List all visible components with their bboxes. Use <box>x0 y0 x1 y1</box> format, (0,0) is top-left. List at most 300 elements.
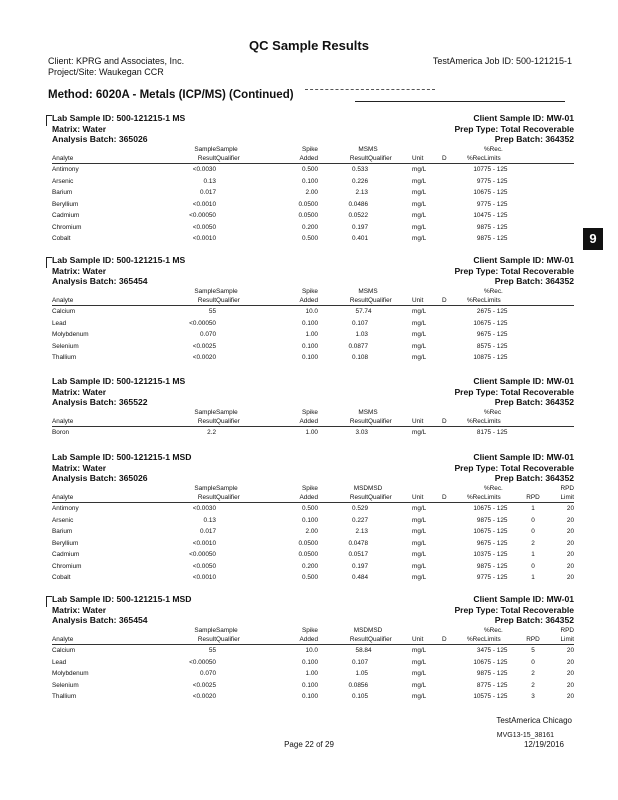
table-cell <box>442 549 462 561</box>
header-divider <box>305 89 435 90</box>
header-cell: Qualifier <box>368 155 392 162</box>
table-cell: Antimony <box>52 166 79 174</box>
header-cell: Sample <box>216 485 238 492</box>
table-cell: 103 <box>473 551 484 559</box>
section-tab[interactable]: 9 <box>583 228 603 250</box>
table-cell <box>520 341 546 353</box>
header-cell: Unit <box>412 636 424 643</box>
table-cell <box>216 503 268 515</box>
table-cell: 81 <box>476 429 484 437</box>
header-cell: Analyte <box>52 155 74 162</box>
table-cell: 75 - 125 <box>484 342 508 350</box>
table-cell <box>216 164 268 176</box>
table-cell <box>216 526 268 538</box>
header-cell: Result <box>197 636 216 643</box>
header-cell <box>520 626 546 635</box>
header-cell: Unit <box>412 297 424 304</box>
matrix: Matrix: Water <box>52 462 107 473</box>
table-cell: mg/L <box>412 670 427 678</box>
table-cell: 1 <box>531 574 535 582</box>
table-cell: 34 <box>476 647 484 655</box>
table-row <box>52 318 574 330</box>
table-cell <box>442 691 462 703</box>
header-cell: Limits <box>484 418 501 425</box>
client-sample-id: Client Sample ID: MW-01 <box>473 255 574 265</box>
client-sample-id: Client Sample ID: MW-01 <box>473 376 574 386</box>
table-cell: 2.13 <box>355 528 368 536</box>
table-cell <box>442 668 462 680</box>
table-cell: Arsenic <box>52 516 74 524</box>
table-cell: 20 <box>566 516 574 524</box>
header-cell: Result <box>197 494 216 501</box>
table-cell: 75 - 125 <box>484 319 508 327</box>
table-cell: 107 <box>473 166 484 174</box>
header-cell: MSD <box>353 485 368 492</box>
table-cell: 75 - 125 <box>484 331 508 339</box>
table-cell: 1.00 <box>305 670 318 678</box>
table-cell <box>442 210 462 222</box>
table-cell <box>546 329 574 341</box>
table-cell: 75 - 125 <box>484 562 508 570</box>
table-cell <box>368 164 412 176</box>
header-cell: RPD <box>560 485 574 492</box>
footer-date: 12/19/2016 <box>523 740 564 749</box>
header-cell: Sample <box>194 146 216 153</box>
table-cell: mg/L <box>412 647 427 655</box>
header-cell: Qualifier <box>368 494 392 501</box>
header-cell: Result <box>197 297 216 304</box>
table-cell: 87 <box>476 681 484 689</box>
project-site: Project/Site: Waukegan CCR <box>48 67 164 77</box>
header-cell: Added <box>299 418 318 425</box>
table-cell: 0.401 <box>352 235 368 243</box>
table-cell <box>216 233 268 245</box>
table-cell <box>368 572 412 584</box>
header-cell: D <box>442 297 447 304</box>
table-cell: 75 - 125 <box>484 658 508 666</box>
header-cell: Sample <box>194 485 216 492</box>
header-cell: %Rec <box>466 297 484 304</box>
header-cell <box>412 408 442 417</box>
table-cell: 20 <box>566 647 574 655</box>
table-cell: <0.0050 <box>192 223 216 231</box>
table-cell: 0.108 <box>352 354 368 362</box>
header-cell: MSD <box>353 627 368 634</box>
table-cell: <0.0010 <box>192 539 216 547</box>
header-cell: %Rec. <box>484 146 503 153</box>
header-cell: MS <box>358 288 368 295</box>
prep-type: Prep Type: Total Recoverable <box>454 604 574 615</box>
table-cell: 20 <box>566 658 574 666</box>
table-cell: Cobalt <box>52 574 71 582</box>
table-cell: Beryllium <box>52 539 79 547</box>
table-cell: <0.00050 <box>189 212 216 220</box>
table-cell <box>442 680 462 692</box>
table-cell: 0.107 <box>352 319 368 327</box>
table-cell: 75 - 125 <box>484 235 508 243</box>
header-cell: Sample <box>194 627 216 634</box>
table-cell: 20 <box>566 681 574 689</box>
table-cell: Molybdenum <box>52 670 89 678</box>
table-cell: 1 <box>531 505 535 513</box>
table-row <box>52 222 574 234</box>
header-cell: Qualifier <box>368 297 392 304</box>
table-cell <box>442 657 462 669</box>
header-cell <box>520 408 546 417</box>
header-row-top <box>52 408 574 417</box>
prep-type: Prep Type: Total Recoverable <box>454 265 574 276</box>
table-cell: 0.500 <box>302 235 318 243</box>
table-cell <box>442 561 462 573</box>
table-cell <box>216 352 268 364</box>
table-cell: mg/L <box>412 551 427 559</box>
table-cell: 2.00 <box>305 189 318 197</box>
header-row-top <box>52 626 574 635</box>
table-row <box>52 549 574 561</box>
table-cell: 0 <box>531 658 535 666</box>
table-cell <box>368 329 412 341</box>
header-cell: %Rec <box>466 418 484 425</box>
table-cell: mg/L <box>412 177 427 185</box>
header-cell: D <box>442 494 447 501</box>
table-cell <box>368 176 412 188</box>
table-cell: mg/L <box>412 429 427 437</box>
table-cell: 96 <box>476 331 484 339</box>
table-cell <box>520 222 546 234</box>
table-cell <box>546 352 574 364</box>
table-cell: 1.03 <box>355 331 368 339</box>
table-cell: mg/L <box>412 505 427 513</box>
table-row <box>52 164 574 176</box>
table-cell: 75 - 125 <box>484 528 508 536</box>
table-cell: 75 - 125 <box>484 551 508 559</box>
header-cell: Limits <box>484 494 501 501</box>
table-cell: 75 - 125 <box>484 693 508 701</box>
table-cell: mg/L <box>412 319 427 327</box>
table-cell: mg/L <box>412 528 427 536</box>
table-cell <box>546 318 574 330</box>
lab-sample-id: Lab Sample ID: 500-121215-1 MSD <box>52 594 192 604</box>
table-cell <box>368 318 412 330</box>
table-cell: 75 - 125 <box>484 574 508 582</box>
method-heading: Method: 6020A - Metals (ICP/MS) (Continued) <box>48 89 294 101</box>
table-cell: 106 <box>473 528 484 536</box>
header-cell: Limit <box>560 494 574 501</box>
table-row <box>52 306 574 318</box>
header-cell: Spike <box>302 409 318 416</box>
table-cell: 97 <box>476 200 484 208</box>
header-cell: MSD <box>368 627 383 634</box>
table-cell <box>368 210 412 222</box>
table-cell: 0.533 <box>352 166 368 174</box>
analysis-batch: Analysis Batch: 365026 <box>52 473 148 483</box>
header-cell: D <box>442 418 447 425</box>
table-cell: 4 <box>368 647 372 655</box>
client-sample-id: Client Sample ID: MW-01 <box>473 452 574 462</box>
table-cell: 75 - 125 <box>484 505 508 513</box>
table-cell <box>442 515 462 527</box>
table-cell <box>216 210 268 222</box>
table-cell: <0.0030 <box>192 166 216 174</box>
header-cell: Limits <box>484 297 501 304</box>
table-cell: mg/L <box>412 308 427 316</box>
header-cell: Added <box>299 155 318 162</box>
table-cell: 0.100 <box>302 342 318 350</box>
table-cell <box>368 549 412 561</box>
table-cell: Chromium <box>52 223 82 231</box>
table-cell <box>368 341 412 353</box>
header-cell <box>520 296 546 306</box>
analysis-batch: Analysis Batch: 365026 <box>52 134 148 144</box>
header-cell <box>520 417 546 427</box>
table-cell: <0.0025 <box>192 342 216 350</box>
table-cell <box>216 572 268 584</box>
table-cell: mg/L <box>412 342 427 350</box>
header-row <box>52 417 574 427</box>
header-cell <box>52 287 130 296</box>
header-cell: %Rec. <box>484 288 503 295</box>
table-cell <box>216 222 268 234</box>
table-cell: 20 <box>566 551 574 559</box>
matrix: Matrix: Water <box>52 604 107 615</box>
table-cell: 98 <box>476 670 484 678</box>
table-cell: 0.0486 <box>348 200 368 208</box>
header-cell <box>546 417 574 427</box>
table-cell <box>368 233 412 245</box>
table-cell: 75 - 125 <box>484 539 508 547</box>
table-row <box>52 210 574 222</box>
table-cell: mg/L <box>412 331 427 339</box>
table-cell: 0.0500 <box>298 539 318 547</box>
table-cell <box>442 526 462 538</box>
table-cell <box>442 164 462 176</box>
table-cell: 3 <box>531 693 535 701</box>
lab-sample-id: Lab Sample ID: 500-121215-1 MS <box>52 113 186 123</box>
table-cell <box>442 329 462 341</box>
prep-batch: Prep Batch: 364352 <box>494 134 574 144</box>
table-cell: <0.0010 <box>192 235 216 243</box>
header-cell: Spike <box>302 627 318 634</box>
table-cell: 0.0522 <box>348 212 368 220</box>
table-cell <box>546 341 574 353</box>
header-cell: MS <box>368 146 378 153</box>
table-cell <box>520 318 546 330</box>
table-cell: 85 <box>476 342 484 350</box>
table-cell: 0.529 <box>352 505 368 513</box>
table-cell: Chromium <box>52 562 82 570</box>
table-cell: 75 - 125 <box>484 200 508 208</box>
table-cell: 98 <box>476 516 484 524</box>
table-cell <box>442 427 462 439</box>
table-row <box>52 329 574 341</box>
table-cell: 0.0517 <box>348 551 368 559</box>
header-cell: MS <box>368 409 378 416</box>
header-cell: Analyte <box>52 494 74 501</box>
table-cell: 20 <box>566 505 574 513</box>
table-cell: Barium <box>52 528 73 536</box>
header-cell: Spike <box>302 485 318 492</box>
table-cell <box>442 572 462 584</box>
table-cell: 1.05 <box>355 670 368 678</box>
table-cell <box>368 680 412 692</box>
table-cell: 75 - 125 <box>484 354 508 362</box>
header-cell: Added <box>299 297 318 304</box>
prep-batch: Prep Batch: 364352 <box>494 615 574 625</box>
client-sample-id: Client Sample ID: MW-01 <box>473 594 574 604</box>
table-cell: 20 <box>566 670 574 678</box>
table-cell: <0.00050 <box>189 658 216 666</box>
header-cell <box>462 287 484 296</box>
table-cell: <0.0020 <box>192 693 216 701</box>
header-cell: MSD <box>368 485 383 492</box>
table-row <box>52 645 574 657</box>
table-cell <box>520 306 546 318</box>
table-cell: <0.0025 <box>192 681 216 689</box>
header-cell <box>442 408 462 417</box>
table-cell: 0.13 <box>203 516 216 524</box>
table-row <box>52 691 574 703</box>
table-cell: mg/L <box>412 212 427 220</box>
table-row <box>52 572 574 584</box>
table-cell: 0.0478 <box>348 539 368 547</box>
table-cell: Thallium <box>52 354 77 362</box>
table-cell <box>216 515 268 527</box>
table-cell: 0 <box>531 516 535 524</box>
header-cell: Unit <box>412 494 424 501</box>
analysis-batch: Analysis Batch: 365454 <box>52 276 148 286</box>
table-cell <box>520 233 546 245</box>
header-cell: Result <box>197 155 216 162</box>
table-cell: 0.0877 <box>348 342 368 350</box>
table-cell: mg/L <box>412 200 427 208</box>
header-cell <box>462 484 484 493</box>
table-cell <box>216 187 268 199</box>
table-cell: 55 <box>208 647 216 655</box>
table-cell <box>368 561 412 573</box>
table-cell: 0 <box>531 528 535 536</box>
table-cell: 4 <box>368 308 372 316</box>
table-cell <box>442 233 462 245</box>
table-cell: 0.107 <box>352 658 368 666</box>
table-cell <box>216 199 268 211</box>
table-cell: 57.7 <box>355 308 368 316</box>
table-cell: 0.484 <box>352 574 368 582</box>
header-row <box>52 296 574 306</box>
table-cell: 0.0500 <box>298 551 318 559</box>
table-cell <box>546 176 574 188</box>
table-cell: 97 <box>476 177 484 185</box>
header-cell: Qualifier <box>216 494 240 501</box>
table-cell: 0.197 <box>352 223 368 231</box>
table-cell: 75 - 125 <box>484 189 508 197</box>
table-cell: mg/L <box>412 562 427 570</box>
table-cell: 5 <box>531 647 535 655</box>
table-cell: 0.100 <box>302 319 318 327</box>
table-cell: 0.200 <box>302 562 318 570</box>
table-cell <box>216 176 268 188</box>
table-row <box>52 538 574 550</box>
table-cell <box>442 352 462 364</box>
table-row <box>52 233 574 245</box>
header-cell: Qualifier <box>216 418 240 425</box>
header-cell: Result <box>197 418 216 425</box>
table-cell <box>520 176 546 188</box>
header-cell <box>520 484 546 493</box>
table-cell: mg/L <box>412 223 427 231</box>
results-table <box>52 145 574 245</box>
table-cell: 75 - 125 <box>484 166 508 174</box>
table-row <box>52 352 574 364</box>
table-cell: 0 <box>531 562 535 570</box>
table-cell <box>216 691 268 703</box>
header-cell: Qualifier <box>368 418 392 425</box>
footer-code: MVG13-15_38161 <box>496 732 554 739</box>
header-row-top <box>52 287 574 296</box>
table-cell <box>442 503 462 515</box>
table-cell <box>368 538 412 550</box>
matrix: Matrix: Water <box>52 123 107 134</box>
header-cell: Spike <box>302 288 318 295</box>
header-cell: Unit <box>412 155 424 162</box>
table-cell <box>368 199 412 211</box>
table-cell: Selenium <box>52 342 79 350</box>
table-cell <box>368 352 412 364</box>
table-cell: Thallium <box>52 693 77 701</box>
header-cell <box>442 287 462 296</box>
table-cell: <0.00050 <box>189 551 216 559</box>
table-cell <box>368 187 412 199</box>
table-cell: 106 <box>473 189 484 197</box>
header-cell: Qualifier <box>216 636 240 643</box>
table-cell: Lead <box>52 658 67 666</box>
header-cell: Added <box>299 636 318 643</box>
header-cell: Spike <box>302 146 318 153</box>
table-cell: 104 <box>473 212 484 220</box>
table-cell <box>442 538 462 550</box>
header-cell: Qualifier <box>216 155 240 162</box>
prep-type: Prep Type: Total Recoverable <box>454 123 574 134</box>
header-cell: Result <box>349 494 368 501</box>
table-row <box>52 176 574 188</box>
table-cell <box>442 222 462 234</box>
header-cell: RPD <box>526 636 540 643</box>
table-cell: 1 <box>531 551 535 559</box>
table-cell: Beryllium <box>52 200 79 208</box>
table-cell: 0.100 <box>302 658 318 666</box>
header-cell: RPD <box>526 494 540 501</box>
table-cell <box>442 645 462 657</box>
header-row-top <box>52 484 574 493</box>
header-cell: Analyte <box>52 636 74 643</box>
header-cell: Limits <box>484 155 501 162</box>
header-cell: %Rec. <box>484 485 503 492</box>
table-cell: 0.500 <box>302 505 318 513</box>
table-cell: 98 <box>476 223 484 231</box>
table-cell: Barium <box>52 189 73 197</box>
table-cell: Selenium <box>52 681 79 689</box>
table-cell: Molybdenum <box>52 331 89 339</box>
table-cell <box>368 691 412 703</box>
table-cell <box>216 680 268 692</box>
header-cell: Sample <box>216 288 238 295</box>
table-cell: 55 <box>208 308 216 316</box>
table-cell: mg/L <box>412 574 427 582</box>
table-cell: mg/L <box>412 658 427 666</box>
table-cell <box>216 427 268 439</box>
table-cell <box>216 538 268 550</box>
header-cell: %Rec <box>466 494 484 501</box>
table-cell: 0.100 <box>302 681 318 689</box>
